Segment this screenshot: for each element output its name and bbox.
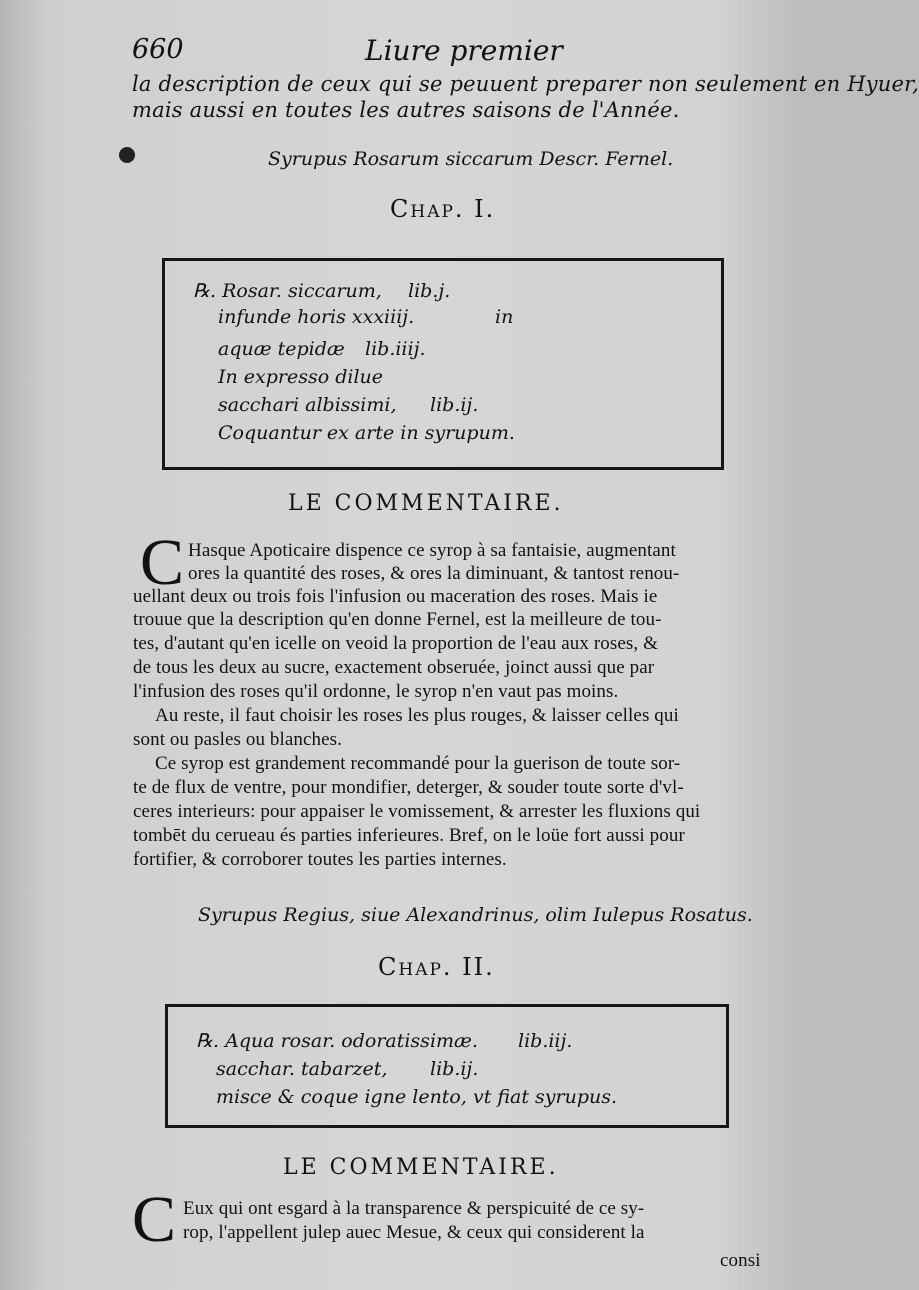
- recipe-amount: lib.j.: [408, 280, 451, 302]
- recipe-line: ℞. Rosar. siccarum,: [193, 280, 382, 302]
- commentary-line: l'infusion des roses qu'il ordonne, le syrop n'en vaut pas moins.: [133, 681, 619, 702]
- commentary-line: uellant deux ou trois fois l'infusion ou maceration des roses. Mais ie: [133, 586, 658, 607]
- recipe-title: Syrupus Regius, siue Alexandrinus, olim Iulepus Rosatus.: [198, 904, 753, 926]
- commentary-line: Eux qui ont esgard à la transparence & perspicuité de ce sy-: [183, 1198, 645, 1219]
- commentary-line: de tous les deux au sucre, exactement obseruée, joinct aussi que par: [133, 657, 655, 678]
- recipe-amount: lib.iij.: [518, 1030, 573, 1052]
- chapter-heading: Chap. II.: [378, 953, 495, 981]
- commentary-line: trouue que la description qu'en donne Fernel, est la meilleure de tou-: [133, 609, 662, 630]
- commentary-line: tombēt du cerueau és parties inferieures. Bref, on le loüe fort aussi pour: [133, 825, 685, 846]
- recipe-line: misce & coque igne lento, vt fiat syrupus.: [216, 1086, 618, 1108]
- commentary-line: te de flux de ventre, pour mondifier, deterger, & souder toute sorte d'vl-: [133, 777, 684, 798]
- commentary-line: rop, l'appellent julep auec Mesue, & ceux qui considerent la: [183, 1222, 645, 1243]
- recipe-line: Coquantur ex arte in syrupum.: [218, 422, 515, 444]
- recipe-amount: lib.iiij.: [365, 338, 426, 360]
- catchword: consi: [720, 1250, 761, 1271]
- recipe-amount: lib.ij.: [430, 1058, 479, 1080]
- recipe-line: sacchar. tabarzet,: [216, 1058, 388, 1080]
- recipe-title: Syrupus Rosarum siccarum Descr. Fernel.: [268, 148, 674, 170]
- commentary-line: tes, d'autant qu'en icelle on veoid la proportion de l'eau aux roses, &: [133, 633, 658, 654]
- recipe-amount: in: [495, 306, 514, 328]
- ink-blot: [119, 147, 135, 163]
- commentary-line: Ce syrop est grandement recommandé pour la guerison de toute sor-: [155, 753, 681, 774]
- commentary-line: Hasque Apoticaire dispence ce syrop à sa fantaisie, augmentant: [188, 540, 676, 561]
- recipe-line: sacchari albissimi,: [218, 394, 397, 416]
- intro-line: la description de ceux qui se peuuent preparer non seulement en Hyuer,: [132, 72, 919, 96]
- drop-cap: C: [132, 1183, 177, 1256]
- page-number: 660: [132, 34, 184, 65]
- recipe-line: infunde horis xxxiiij.: [218, 306, 415, 328]
- commentary-heading: LE COMMENTAIRE.: [283, 1155, 559, 1180]
- recipe-amount: lib.ij.: [430, 394, 479, 416]
- intro-line: mais aussi en toutes les autres saisons de l'Année.: [132, 98, 680, 122]
- running-title: Liure premier: [365, 34, 563, 67]
- commentary-line: ores la quantité des roses, & ores la diminuant, & tantost renou-: [188, 563, 680, 584]
- recipe-line: aquæ tepidæ: [218, 338, 345, 360]
- recipe-line: ℞. Aqua rosar. odoratissimæ.: [196, 1030, 478, 1052]
- commentary-heading: LE COMMENTAIRE.: [288, 491, 564, 516]
- drop-cap: C: [140, 526, 185, 599]
- commentary-line: Au reste, il faut choisir les roses les plus rouges, & laisser celles qui: [155, 705, 679, 726]
- chapter-heading: Chap. I.: [390, 195, 496, 223]
- recipe-line: In expresso dilue: [218, 366, 384, 388]
- commentary-line: sont ou pasles ou blanches.: [133, 729, 343, 750]
- commentary-line: ceres interieurs: pour appaiser le vomissement, & arrester les fluxions qui: [133, 801, 701, 822]
- commentary-line: fortifier, & corroborer toutes les parties internes.: [133, 849, 507, 870]
